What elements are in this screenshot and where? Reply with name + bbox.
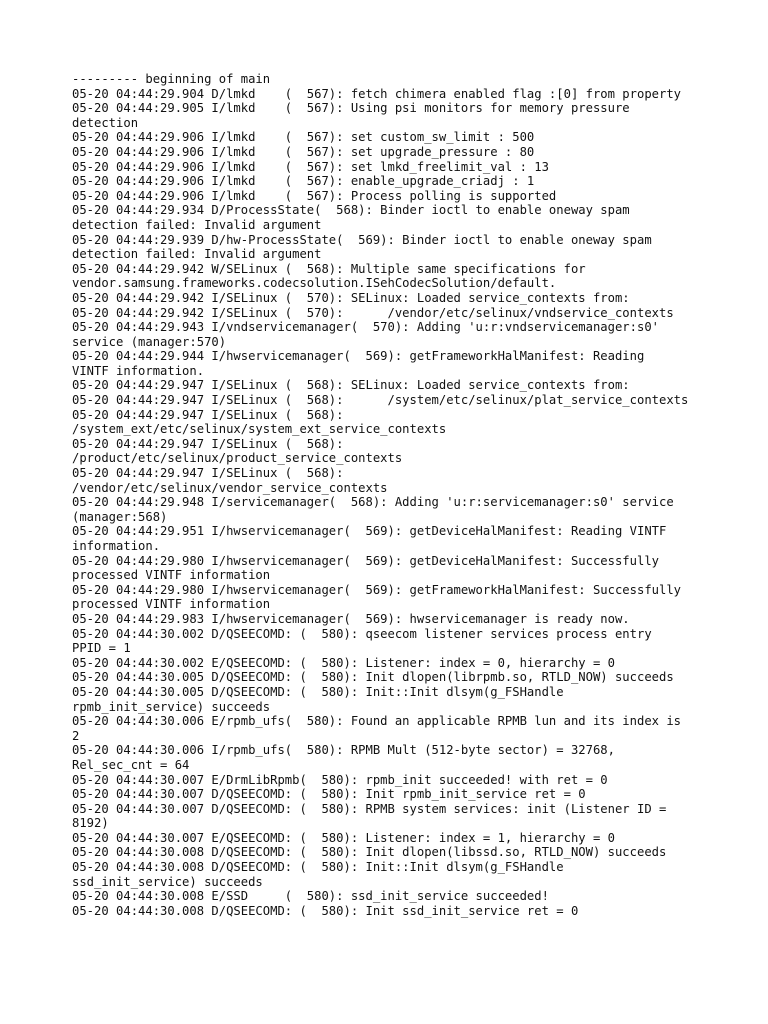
log-line: 05-20 04:44:30.005 D/QSEECOMD: ( 580): Init::Init dlsym(g_FSHandle bbox=[72, 684, 564, 699]
log-line: 05-20 04:44:30.008 E/SSD ( 580): ssd_init_service succeeded! bbox=[72, 889, 549, 904]
log-line: 8192) bbox=[72, 816, 109, 831]
log-line: /system_ext/etc/selinux/system_ext_service_contexts bbox=[72, 422, 447, 437]
log-line: 05-20 04:44:29.943 I/vndservicemanager( 570): Adding 'u:r:vndservicemanager:s0' bbox=[72, 320, 659, 335]
log-line: 05-20 04:44:30.008 D/QSEECOMD: ( 580): Init ssd_init_service ret = 0 bbox=[72, 903, 579, 918]
log-line: 05-20 04:44:30.007 D/QSEECOMD: ( 580): RPMB system services: init (Listener ID = bbox=[72, 801, 667, 816]
log-line: 05-20 04:44:30.007 D/QSEECOMD: ( 580): Init rpmb_init_service ret = 0 bbox=[72, 787, 586, 802]
log-line: 05-20 04:44:29.980 I/hwservicemanager( 569): getDeviceHalManifest: Successfully bbox=[72, 553, 659, 568]
log-line: 05-20 04:44:29.942 I/SELinux ( 570): SELinux: Loaded service_contexts from: bbox=[72, 290, 630, 305]
log-line: 05-20 04:44:29.947 I/SELinux ( 568): /system/etc/selinux/plat_service_contexts bbox=[72, 393, 689, 408]
log-line: 05-20 04:44:29.947 I/SELinux ( 568): bbox=[72, 466, 344, 481]
log-line: processed VINTF information bbox=[72, 597, 271, 612]
log-line: --------- beginning of main bbox=[72, 72, 271, 86]
log-line: processed VINTF information bbox=[72, 568, 271, 583]
log-line: vendor.samsung.frameworks.codecsolution.ISehCodecSolution/default. bbox=[72, 276, 557, 291]
log-line: 05-20 04:44:29.944 I/hwservicemanager( 569): getFrameworkHalManifest: Reading bbox=[72, 349, 645, 364]
log-line: 2 bbox=[72, 728, 80, 743]
log-line: 05-20 04:44:30.002 D/QSEECOMD: ( 580): qseecom listener services process entry bbox=[72, 626, 652, 641]
log-line: 05-20 04:44:29.906 I/lmkd ( 567): enable_upgrade_criadj : 1 bbox=[72, 174, 535, 189]
log-line: 05-20 04:44:30.006 I/rpmb_ufs( 580): RPMB Mult (512-byte sector) = 32768, bbox=[72, 743, 615, 758]
log-line: information. bbox=[72, 539, 161, 553]
log-line: 05-20 04:44:30.007 E/QSEECOMD: ( 580): Listener: index = 1, hierarchy = 0 bbox=[72, 830, 615, 845]
log-line: service (manager:570) bbox=[72, 334, 227, 349]
log-line: 05-20 04:44:29.983 I/hwservicemanager( 569): hwservicemanager is ready now. bbox=[72, 611, 630, 626]
log-line: 05-20 04:44:30.002 E/QSEECOMD: ( 580): Listener: index = 0, hierarchy = 0 bbox=[72, 655, 615, 670]
log-line: 05-20 04:44:29.947 I/SELinux ( 568): SELinux: Loaded service_contexts from: bbox=[72, 378, 630, 393]
log-line: 05-20 04:44:29.906 I/lmkd ( 567): set lmkd_freelimit_val : 13 bbox=[72, 159, 549, 174]
log-line: detection failed: Invalid argument bbox=[72, 247, 322, 262]
log-line: VINTF information. bbox=[72, 363, 205, 378]
log-line: 05-20 04:44:29.947 I/SELinux ( 568): bbox=[72, 436, 344, 451]
log-line: 05-20 04:44:29.939 D/hw-ProcessState( 569): Binder ioctl to enable oneway spam bbox=[72, 232, 652, 247]
log-line: 05-20 04:44:29.906 I/lmkd ( 567): set custom_sw_limit : 500 bbox=[72, 130, 535, 145]
log-line: 05-20 04:44:29.934 D/ProcessState( 568): Binder ioctl to enable oneway spam bbox=[72, 203, 630, 218]
log-line: 05-20 04:44:30.007 E/DrmLibRpmb( 580): rpmb_init succeeded! with ret = 0 bbox=[72, 772, 608, 787]
log-line: detection bbox=[72, 115, 139, 130]
log-line: 05-20 04:44:30.005 D/QSEECOMD: ( 580): Init dlopen(librpmb.so, RTLD_NOW) succeeds bbox=[72, 670, 674, 685]
log-line: 05-20 04:44:30.008 D/QSEECOMD: ( 580): Init::Init dlsym(g_FSHandle bbox=[72, 860, 564, 875]
log-line: 05-20 04:44:30.008 D/QSEECOMD: ( 580): Init dlopen(libssd.so, RTLD_NOW) succeeds bbox=[72, 845, 667, 860]
log-line: 05-20 04:44:29.951 I/hwservicemanager( 569): getDeviceHalManifest: Reading VINTF bbox=[72, 524, 667, 539]
log-line: 05-20 04:44:29.980 I/hwservicemanager( 569): getFrameworkHalManifest: Successfully bbox=[72, 582, 682, 597]
log-line: 05-20 04:44:29.942 I/SELinux ( 570): /vendor/etc/selinux/vndservice_contexts bbox=[72, 305, 674, 320]
log-line: 05-20 04:44:30.006 E/rpmb_ufs( 580): Found an applicable RPMB lun and its index is bbox=[72, 714, 682, 729]
log-line: 05-20 04:44:29.904 D/lmkd ( 567): fetch chimera enabled flag :[0] from property bbox=[72, 86, 682, 101]
log-line: 05-20 04:44:29.947 I/SELinux ( 568): bbox=[72, 407, 344, 422]
log-line: ssd_init_service) succeeds bbox=[72, 874, 263, 889]
log-line: (manager:568) bbox=[72, 509, 168, 524]
log-line: /vendor/etc/selinux/vendor_service_contexts bbox=[72, 480, 388, 495]
log-line: Rel_sec_cnt = 64 bbox=[72, 757, 190, 772]
log-line: PPID = 1 bbox=[72, 641, 131, 656]
log-line: /product/etc/selinux/product_service_contexts bbox=[72, 451, 403, 466]
log-line: 05-20 04:44:29.906 I/lmkd ( 567): Process polling is supported bbox=[72, 188, 557, 203]
log-line: 05-20 04:44:29.948 I/servicemanager( 568): Adding 'u:r:servicemanager:s0' service bbox=[72, 495, 674, 510]
log-document bbox=[72, 72, 712, 918]
log-line: detection failed: Invalid argument bbox=[72, 217, 322, 232]
log-line: 05-20 04:44:29.905 I/lmkd ( 567): Using psi monitors for memory pressure bbox=[72, 101, 630, 116]
log-line: 05-20 04:44:29.942 W/SELinux ( 568): Multiple same specifications for bbox=[72, 261, 586, 276]
log-line: rpmb_init_service) succeeds bbox=[72, 699, 271, 714]
log-line: 05-20 04:44:29.906 I/lmkd ( 567): set upgrade_pressure : 80 bbox=[72, 144, 535, 159]
